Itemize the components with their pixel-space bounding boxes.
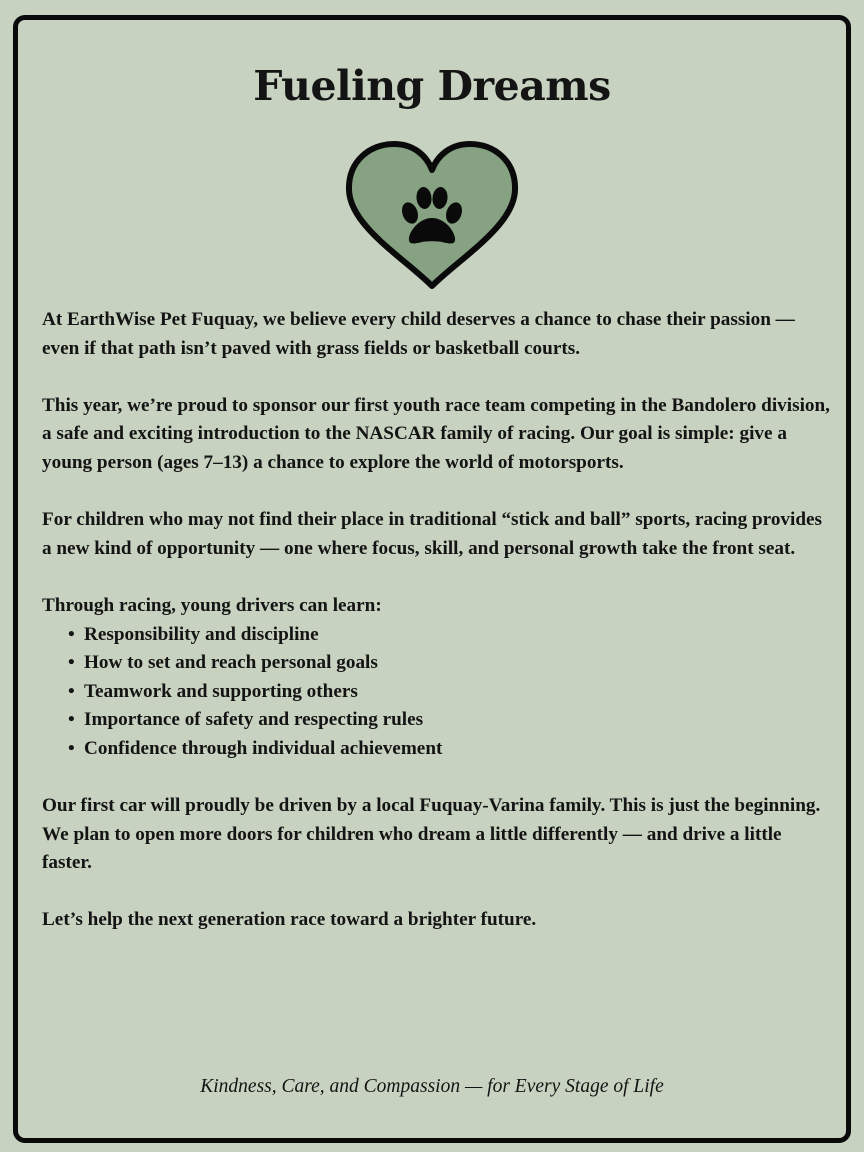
learn-intro: Through racing, young drivers can learn: — [42, 594, 382, 616]
bullet-icon: • — [68, 680, 75, 702]
bullet-icon: • — [68, 652, 75, 674]
list-item-text: Teamwork and supporting others — [84, 680, 358, 702]
opportunity-paragraph: For children who may not find their place in traditional “stick and ball” sports, racing provides a new kind of opportunity — one where focus, skill, and personal growth take the front seat. — [42, 509, 823, 559]
list-item-text: Responsibility and discipline — [84, 623, 319, 645]
bullet-icon: • — [68, 709, 75, 731]
list-item — [68, 735, 832, 764]
page-title: Fueling Dreams — [253, 62, 611, 110]
heart-icon — [344, 140, 520, 292]
list-item — [68, 621, 832, 650]
list-item — [68, 706, 832, 735]
closing-paragraph: Let’s help the next generation race toward a brighter future. — [42, 909, 537, 931]
first-car-paragraph: Our first car will proudly be driven by a local Fuquay-Varina family. This is just the beginning. We plan to open more doors for children who dream a little differently — and drive a little faster. — [42, 795, 821, 874]
intro-paragraph: At EarthWise Pet Fuquay, we believe every child deserves a chance to chase their passion — even if that path isn’t paved with grass fields or basketball courts. — [42, 309, 795, 359]
sponsor-paragraph: This year, we’re proud to sponsor our first youth race team competing in the Bandolero division, a safe and exciting introduction to the NASCAR family of racing. Our goal is simple: give a young person (ages 7–13) a chance to explore the world of motorsports. — [42, 394, 830, 473]
learn-list — [42, 621, 832, 764]
list-item-text: Importance of safety and respecting rules — [84, 709, 424, 731]
tagline: Kindness, Care, and Compassion — for Every Stage of Life — [200, 1076, 664, 1097]
list-item-text: Confidence through individual achievement — [84, 737, 443, 759]
list-item — [68, 649, 832, 678]
heart-shape — [349, 144, 515, 286]
bullet-icon: • — [68, 623, 75, 645]
list-item-text: How to set and reach personal goals — [84, 652, 378, 674]
list-item — [68, 678, 832, 707]
bullet-icon: • — [68, 737, 75, 759]
article-body — [42, 306, 832, 964]
